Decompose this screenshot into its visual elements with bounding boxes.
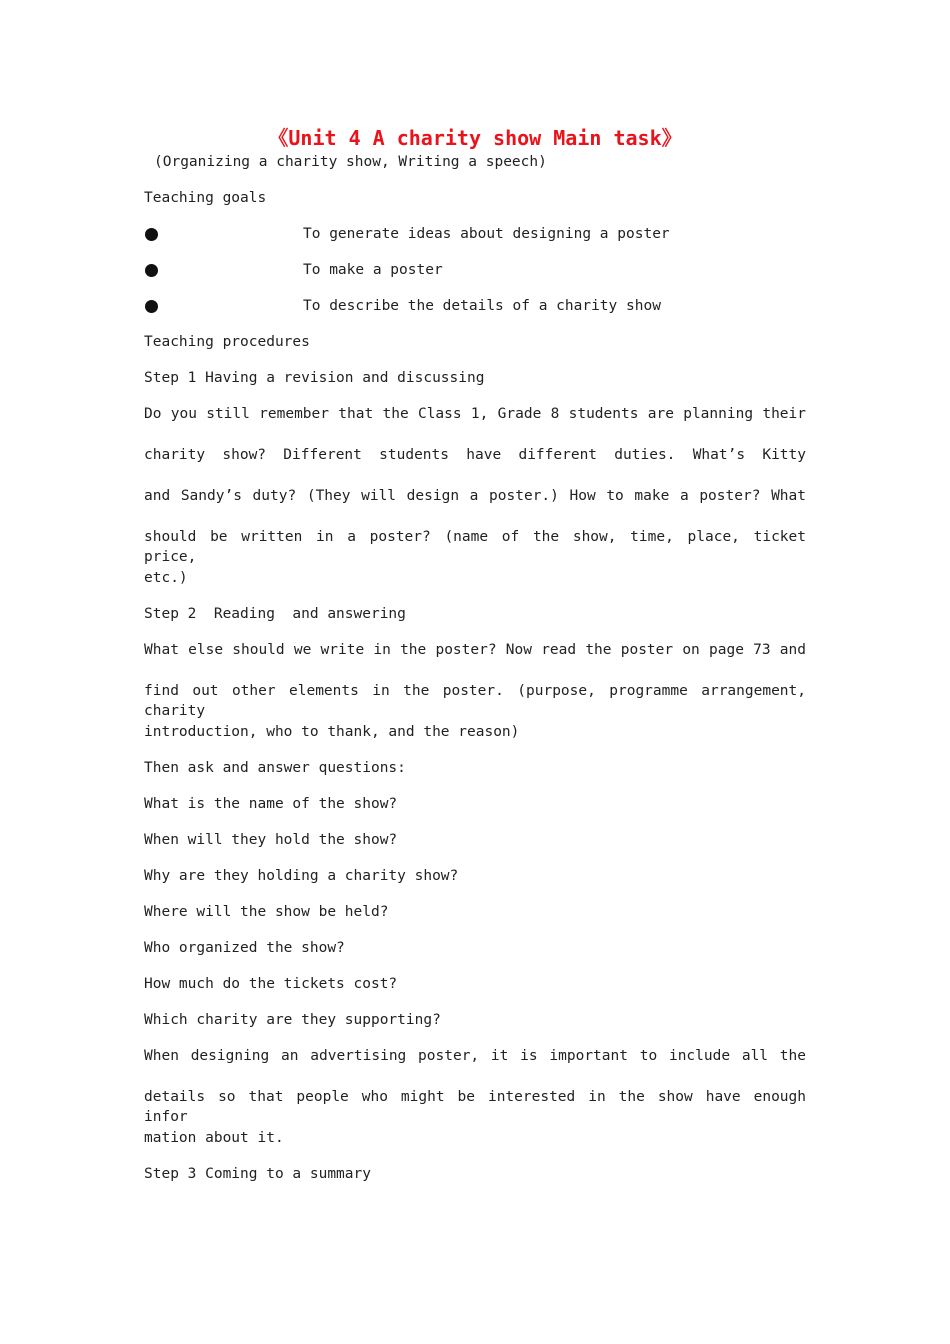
- closing-paragraph-line: mation about it.: [144, 1130, 284, 1146]
- question-line: Who organized the show?: [144, 940, 345, 956]
- teaching-goals-heading: Teaching goals: [144, 190, 267, 206]
- goal-item: To make a poster: [303, 262, 443, 278]
- goal-item: To describe the details of a charity show: [303, 298, 661, 314]
- step1-paragraph-line: etc.): [144, 570, 188, 586]
- step1-paragraph-line: and Sandy’s duty? (They will design a poster.) How to make a poster? What: [144, 488, 806, 504]
- question-line: Why are they holding a charity show?: [144, 868, 459, 884]
- step1-paragraph-line: Do you still remember that the Class 1, Grade 8 students are planning their: [144, 406, 806, 422]
- step2-paragraph-line: What else should we write in the poster? Now read the poster on page 73 and: [144, 642, 806, 658]
- step1-paragraph-line: charity show? Different students have different duties. What’s Kitty: [144, 447, 806, 463]
- goal-item: To generate ideas about designing a poster: [303, 226, 670, 242]
- step2-paragraph-line: introduction, who to thank, and the reason): [144, 724, 520, 740]
- question-line: Which charity are they supporting?: [144, 1012, 441, 1028]
- document-title: 《Unit 4 A charity show Main task》: [268, 126, 682, 150]
- bullet-icon: [145, 228, 158, 241]
- document-subtitle: (Organizing a charity show, Writing a speech): [154, 154, 547, 170]
- question-line: How much do the tickets cost?: [144, 976, 398, 992]
- question-line: When will they hold the show?: [144, 832, 398, 848]
- step3-heading: Step 3 Coming to a summary: [144, 1166, 371, 1182]
- step1-paragraph-line: should be written in a poster? (name of the show, time, place, ticket price,: [144, 529, 806, 565]
- closing-paragraph-line: details so that people who might be interested in the show have enough infor: [144, 1089, 806, 1125]
- procedures-heading: Teaching procedures: [144, 334, 310, 350]
- bullet-icon: [145, 300, 158, 313]
- question-line: Where will the show be held?: [144, 904, 389, 920]
- questions-intro: Then ask and answer questions:: [144, 760, 406, 776]
- bullet-icon: [145, 264, 158, 277]
- step2-heading: Step 2 Reading and answering: [144, 606, 406, 622]
- step2-paragraph-line: find out other elements in the poster. (purpose, programme arrangement, charity: [144, 683, 806, 719]
- question-line: What is the name of the show?: [144, 796, 398, 812]
- closing-paragraph-line: When designing an advertising poster, it is important to include all the: [144, 1048, 806, 1064]
- step1-heading: Step 1 Having a revision and discussing: [144, 370, 485, 386]
